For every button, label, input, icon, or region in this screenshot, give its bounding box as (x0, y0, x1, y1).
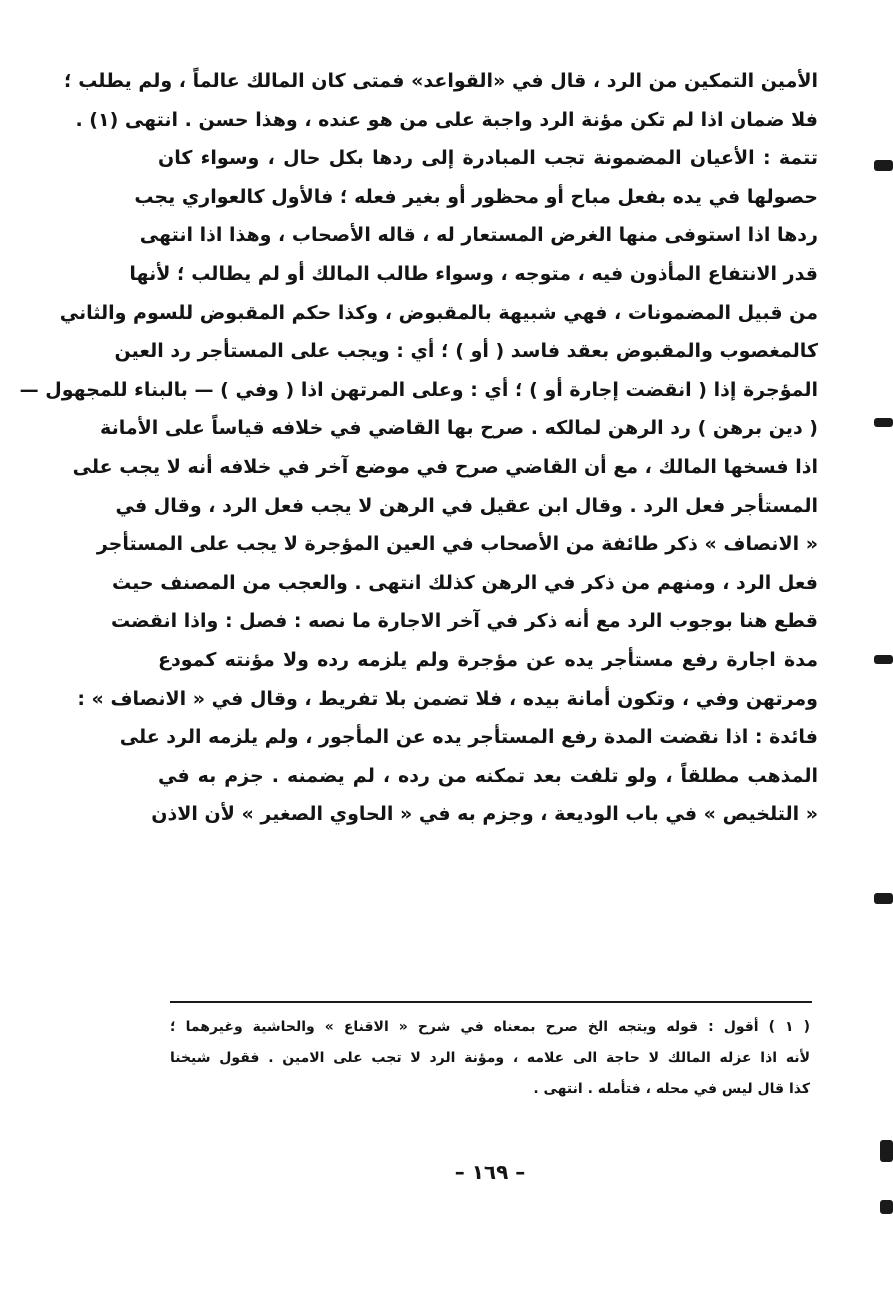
page-number: – ١٦٩ – (454, 1160, 526, 1184)
body-line: « التلخيص » في باب الوديعة ، وجزم به في « الحاوي الصغير » لأن الاذن (151, 803, 818, 826)
scan-edge-mark (874, 893, 893, 904)
scan-edge-mark (880, 1140, 893, 1162)
body-line: من قبيل المضمونات ، فهي شبيهة بالمقبوض ، وكذا حكم المقبوض للسوم والثاني (59, 301, 818, 324)
footnote-line: لأنه اذا عزله المالك لا حاجة الى علامه ، ومؤنة الرد لا تجب على الامين . فقول شيخنا (170, 1050, 810, 1066)
body-line: الأمين التمكين من الرد ، قال في «القواعد» فمتى كان المالك عالماً ، ولم يطلب ؛ (63, 70, 818, 92)
scan-edge-mark (874, 655, 893, 664)
body-line: فلا ضمان اذا لم تكن مؤنة الرد واجبة على من هو عنده ، وهذا حسن . انتهى (١) . (75, 108, 818, 131)
scan-edge-mark (880, 1200, 893, 1214)
body-line: قدر الانتفاع المأذون فيه ، متوجه ، وسواء طالب المالك أو لم يطالب ؛ لأنها (129, 262, 818, 285)
main-text-block (19, 62, 818, 834)
body-line: ومرتهن وفي ، وتكون أمانة بيده ، فلا تضمن بلا تفريط ، وقال في « الانصاف » : (77, 687, 818, 710)
scan-edge-mark (874, 418, 893, 427)
body-line: مدة اجارة رفع مستأجر يده عن مؤجرة ولم يلزمه رده ولا مؤنته كمودع (158, 648, 818, 671)
body-line: المؤجرة إذا ( انقضت إجارة أو ) ؛ أي : وعلى المرتهن اذا ( وفي ) — بالبناء للمجهول — (19, 378, 818, 401)
body-line: قطع هنا بوجوب الرد مع أنه ذكر في آخر الاجارة ما نصه : فصل : واذا انقضت (111, 610, 818, 633)
footnote-line: ( ١ ) أقول : قوله ويتجه الخ صرح بمعناه في شرح « الاقناع » والحاشية وغيرهما ؛ (170, 1019, 810, 1035)
body-line: تتمة : الأعيان المضمونة تجب المبادرة إلى ردها بكل حال ، وسواء كان (158, 147, 818, 170)
scan-edge-mark (874, 160, 893, 171)
footnotes-block (170, 1012, 810, 1105)
body-line: ( دين برهن ) رد الرهن لمالكه . صرح بها القاضي في خلافه قياساً على الأمانة (100, 417, 818, 440)
body-line: المذهب مطلقاً ، ولو تلفت بعد تمكنه من رده ، لم يضمنه . جزم به في (158, 764, 818, 787)
body-line: حصولها في يده بفعل مباح أو محظور أو بغير فعله ؛ فالأول كالعواري يجب (134, 185, 818, 208)
body-line: كالمغصوب والمقبوض بعقد فاسد ( أو ) ؛ أي : ويجب على المستأجر رد العين (114, 340, 818, 363)
footnote-line: كذا قال ليس في محله ، فتأمله . انتهى . (533, 1081, 810, 1097)
body-line: فعل الرد ، ومنهم من ذكر في الرهن كذلك انتهى . والعجب من المصنف حيث (112, 571, 818, 594)
body-line: اذا فسخها المالك ، مع أن القاضي صرح في موضع آخر في خلافه أنه لا يجب على (72, 455, 818, 478)
footnote-separator-rule (170, 1001, 812, 1003)
body-line: « الانصاف » ذكر طائفة من الأصحاب في العين المؤجرة لا يجب على المستأجر (96, 533, 818, 556)
body-line: المستأجر فعل الرد . وقال ابن عقيل في الرهن لا يجب فعل الرد ، وقال في (115, 494, 818, 517)
body-line: فائدة : اذا نقضت المدة رفع المستأجر يده عن المأجور ، ولم يلزمه الرد على (119, 726, 818, 749)
body-line: ردها اذا استوفى منها الغرض المستعار له ، قاله الأصحاب ، وهذا اذا انتهى (139, 224, 818, 247)
